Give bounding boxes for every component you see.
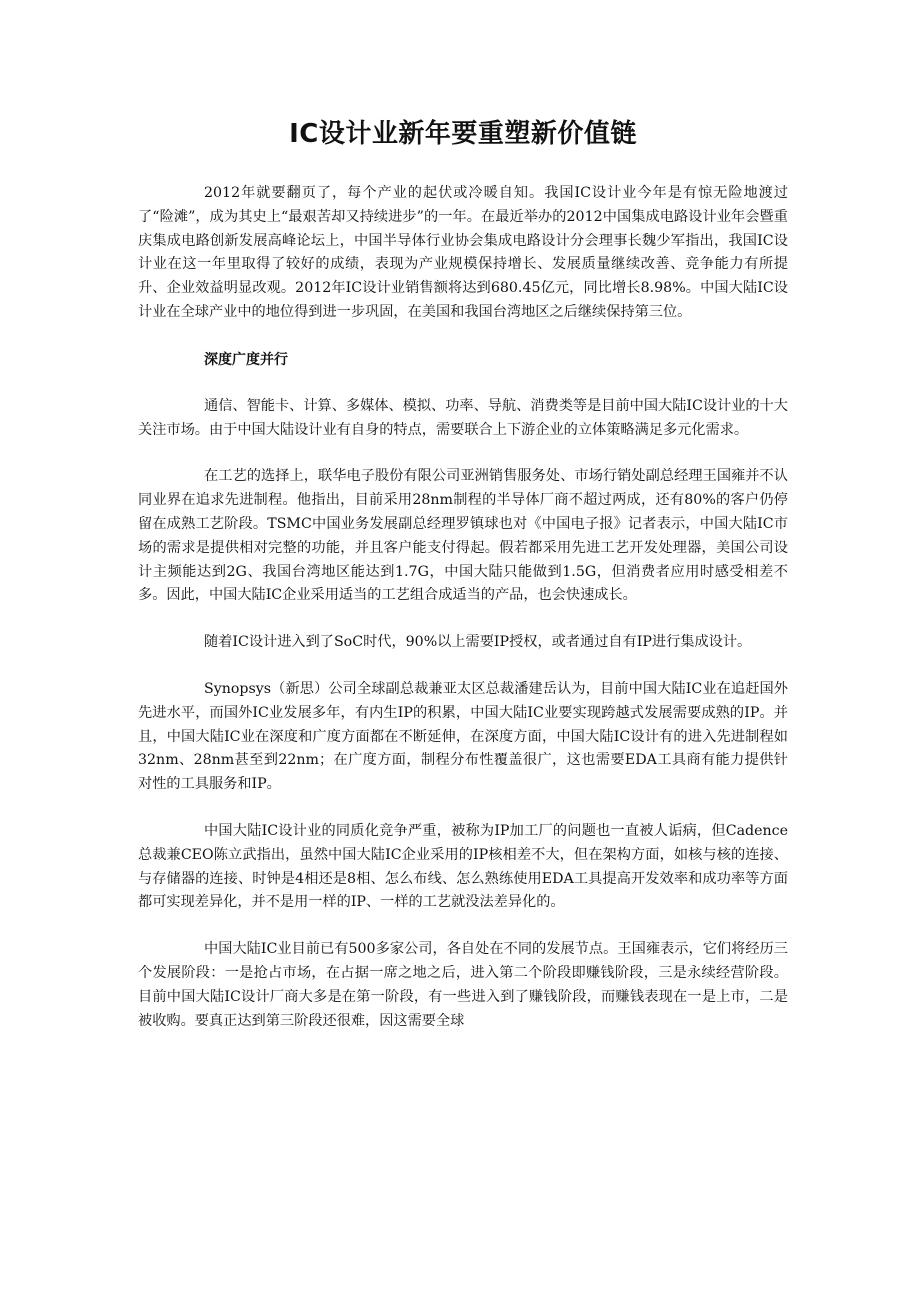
paragraph-6: 中国大陆IC设计业的同质化竞争严重，被称为IP加工厂的问题也一直被人诟病，但Cadence总裁兼CEO陈立武指出，虽然中国大陆IC企业采用的IP核相差不大，但在架构方面，如核与核的连接、与存储器的连接、时钟是4相还是8相、怎么布线、怎么熟练使用EDA工具提高开发效率和成功率等方面都可实现差异化，并不是用一样的IP、一样的工艺就没法差异化的。	[138, 822, 788, 911]
document-title: IC设计业新年要重塑新价值链	[289, 119, 637, 149]
paragraph-3: 在工艺的选择上，联华电子股份有限公司亚洲销售服务处、市场行销处副总经理王国雍并不认同业界在追求先进制程。他指出，目前采用28nm制程的半导体厂商不超过两成，还有80%的客户仍停留在成熟工艺阶段。TSMC中国业务发展副总经理罗镇球也对《中国电子报》记者表示，中国大陆IC市场的需求是提供相对完整的功能，并且客户能支付得起。假若都采用先进工艺开发处理器，美国公司设计主频能达到2G、我国台湾地区能达到1.7G，中国大陆只能做到1.5G，但消费者应用时感受相差不多。因此，中国大陆IC企业采用适当的工艺组合成适当的产品，也会快速成长。	[138, 468, 788, 604]
paragraph-5: Synopsys（新思）公司全球副总裁兼亚太区总裁潘建岳认为，目前中国大陆IC业在追赶国外先进水平，而国外IC业发展多年，有内生IP的积累，中国大陆IC业要实现跨越式发展需要成熟的IP。并且，中国大陆IC业在深度和广度方面都在不断延伸，在深度方面，中国大陆IC设计有的进入先进制程如32nm、28nm甚至到22nm；在广度方面，制程分布性覆盖很广，这也需要EDA工具商有能力提供针对性的工具服务和IP。	[138, 680, 788, 793]
paragraph-2: 通信、智能卡、计算、多媒体、模拟、功率、导航、消费类等是目前中国大陆IC设计业的十大关注市场。由于中国大陆设计业有自身的特点，需要联合上下游企业的立体策略满足多元化需求。	[138, 397, 788, 438]
paragraph-1: 2012年就要翻页了，每个产业的起伏或冷暖自知。我国IC设计业今年是有惊无险地渡过了“险滩”，成为其史上“最艰苦却又持续进步”的一年。在最近举办的2012中国集成电路设计业年会暨重庆集成电路创新发展高峰论坛上，中国半导体行业协会集成电路设计分会理事长魏少军指出，我国IC设计业在这一年里取得了较好的成绩，表现为产业规模保持增长、发展质量继续改善、竞争能力有所提升、企业效益明显改观。2012年IC设计业销售额将达到680.45亿元，同比增长8.98%。中国大陆IC设计业在全球产业中的地位得到进一步巩固，在美国和我国台湾地区之后继续保持第三位。	[138, 185, 788, 320]
paragraph-4: 随着IC设计进入到了SoC时代，90%以上需要IP授权，或者通过自有IP进行集成设计。	[204, 634, 752, 651]
paragraph-7: 中国大陆IC业目前已有500多家公司，各自处在不同的发展节点。王国雍表示，它们将经历三个发展阶段：一是抢占市场，在占据一席之地之后，进入第二个阶段即赚钱阶段，三是永续经营阶段。目前中国大陆IC设计厂商大多是在第一阶段，有一些进入到了赚钱阶段，而赚钱表现在一是上市，二是被收购。要真正达到第三阶段还很难，因这需要全球	[138, 941, 788, 1029]
document-page	[138, 114, 788, 1056]
section-subheading: 深度广度并行	[204, 351, 288, 368]
